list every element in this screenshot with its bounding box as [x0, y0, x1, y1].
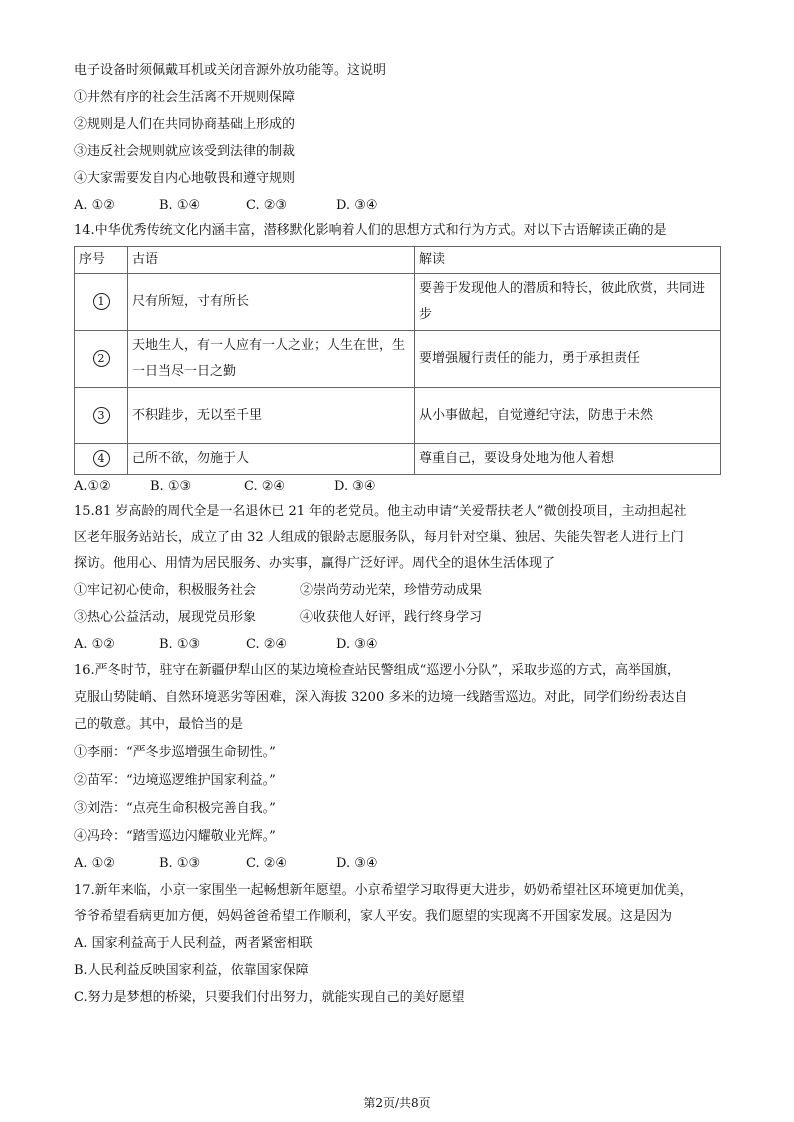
q17-stem-line-1: 17.新年来临，小京一家围坐一起畅想新年愿望。小京希望学习取得更大进步，奶奶希望社区环境更加优美， — [74, 883, 693, 898]
q14-table — [74, 246, 721, 475]
row-interpretation: 尊重自己，要设身处地为他人着想 — [415, 444, 721, 475]
row-proverb: 尺有所短，寸有所长 — [128, 274, 415, 331]
table-row — [75, 274, 721, 331]
q16-stem-line-2: 克服山势陡峭、自然环境恶劣等困难，深入海拔 3200 多米的边境一线踏雪巡边。对此，同学们纷纷表达自 — [74, 690, 688, 705]
q17-option-a: A. 国家利益高于人民利益，两者紧密相联 — [74, 936, 313, 951]
row-number — [75, 388, 128, 444]
q16-options — [74, 855, 378, 873]
circled-number: 3 — [93, 407, 110, 424]
q15-choices-row-2 — [74, 609, 482, 627]
header-interpretation: 解读 — [415, 247, 721, 274]
table-row — [75, 388, 721, 444]
q14-stem: 14.中华优秀传统文化内涵丰富，潜移默化影响着人们的思想方式和行为方式。对以下古语解读正确的是 — [74, 223, 667, 238]
q14-option-c: C. ②④ — [244, 479, 286, 494]
q15-option-d: D. ③④ — [336, 637, 378, 652]
q15-choice-3: ③热心公益活动，展现党员形象 — [74, 610, 257, 625]
q14-option-b: B. ①③ — [150, 479, 192, 494]
circled-number: 2 — [93, 350, 110, 367]
q13-choice-3: ③违反社会规则就应该受到法律的制裁 — [74, 144, 296, 159]
row-proverb: 己所不欲，勿施于人 — [128, 444, 415, 475]
q14-options — [74, 478, 376, 496]
q14-option-d: D. ③④ — [334, 479, 376, 494]
header-proverb: 古语 — [128, 247, 415, 274]
table-row — [75, 331, 721, 388]
q13-choice-2: ②规则是人们在共同协商基础上形成的 — [74, 117, 296, 132]
q13-options — [74, 197, 378, 215]
table-header-row — [75, 247, 721, 274]
row-number — [75, 444, 128, 475]
row-number — [75, 274, 128, 331]
q14-option-a: A.①② — [74, 479, 111, 494]
q15-stem-line-3: 探访。他用心、用情为居民服务、办实事，赢得广泛好评。周代全的退休生活体现了 — [74, 556, 556, 571]
q13-choice-1: ①井然有序的社会生活离不开规则保障 — [74, 90, 296, 105]
q15-choices-row-1 — [74, 582, 482, 600]
circled-number: 1 — [93, 293, 110, 310]
q17-option-b: B.人民利益反映国家利益，依靠国家保障 — [74, 963, 309, 978]
q13-option-d: D. ③④ — [336, 198, 378, 213]
q15-stem-line-2: 区老年服务站站长，成立了由 32 人组成的银龄志愿服务队，每月针对空巢、独居、失能失智老人进行上门 — [74, 530, 684, 545]
q15-option-b: B. ①③ — [159, 637, 201, 652]
row-number — [75, 331, 128, 388]
q13-choice-4: ④大家需要发自内心地敬畏和遵守规则 — [74, 171, 296, 186]
q16-choice-1: ①李丽：“严冬步巡增强生命韧性。” — [74, 745, 276, 760]
q15-choice-1: ①牢记初心使命，积极服务社会 — [74, 583, 257, 598]
q15-stem-line-1: 15.81 岁高龄的周代全是一名退休已 21 年的老党员。他主动申请“关爱帮扶老人”微创投项目，主动担起社 — [74, 504, 687, 519]
row-interpretation: 要善于发现他人的潜质和特长，彼此欣赏，共同进步 — [415, 274, 721, 331]
row-proverb: 天地生人，有一人应有一人之业；人生在世，生一日当尽一日之勤 — [128, 331, 415, 388]
header-number: 序号 — [75, 247, 128, 274]
q13-option-b: B. ①④ — [159, 198, 201, 213]
row-interpretation: 要增强履行责任的能力，勇于承担责任 — [415, 331, 721, 388]
row-proverb: 不积跬步，无以至千里 — [128, 388, 415, 444]
q16-stem-line-3: 己的敬意。其中，最恰当的是 — [74, 717, 244, 732]
q13-stem-tail: 电子设备时须佩戴耳机或关闭音源外放功能等。这说明 — [74, 63, 387, 78]
q16-option-c: C. ②④ — [246, 856, 288, 871]
q15-choice-2: ②崇尚劳动光荣，珍惜劳动成果 — [300, 583, 483, 598]
q17-stem-line-2: 爷爷希望看病更加方便，妈妈爸爸希望工作顺利，家人平安。我们愿望的实现离不开国家发展。这是因为 — [74, 909, 673, 924]
table-row — [75, 444, 721, 475]
page-footer: 第2页/共8页 — [363, 1096, 431, 1110]
q15-option-a: A. ①② — [74, 637, 115, 652]
q16-choice-3: ③刘浩：“点亮生命积极完善自我。” — [74, 801, 276, 816]
row-interpretation: 从小事做起，自觉遵纪守法，防患于未然 — [415, 388, 721, 444]
q16-option-b: B. ①③ — [159, 856, 201, 871]
q16-choice-4: ④冯玲：“踏雪巡边闪耀敬业光辉。” — [74, 829, 276, 844]
circled-number: 4 — [93, 450, 110, 467]
q15-choice-4: ④收获他人好评，践行终身学习 — [300, 610, 483, 625]
q15-option-c: C. ②④ — [246, 637, 288, 652]
q16-option-d: D. ③④ — [336, 856, 378, 871]
q15-options — [74, 636, 378, 654]
q13-option-c: C. ②③ — [246, 198, 288, 213]
q16-choice-2: ②苗军：“边境巡逻维护国家利益。” — [74, 773, 276, 788]
q16-stem-line-1: 16.严冬时节，驻守在新疆伊犁山区的某边境检查站民警组成“巡逻小分队”，采取步巡的方式，高举国旗， — [74, 663, 680, 678]
q13-option-a: A. ①② — [74, 198, 115, 213]
q16-option-a: A. ①② — [74, 856, 115, 871]
q17-option-c: C.努力是梦想的桥梁，只要我们付出努力，就能实现自己的美好愿望 — [74, 990, 465, 1005]
